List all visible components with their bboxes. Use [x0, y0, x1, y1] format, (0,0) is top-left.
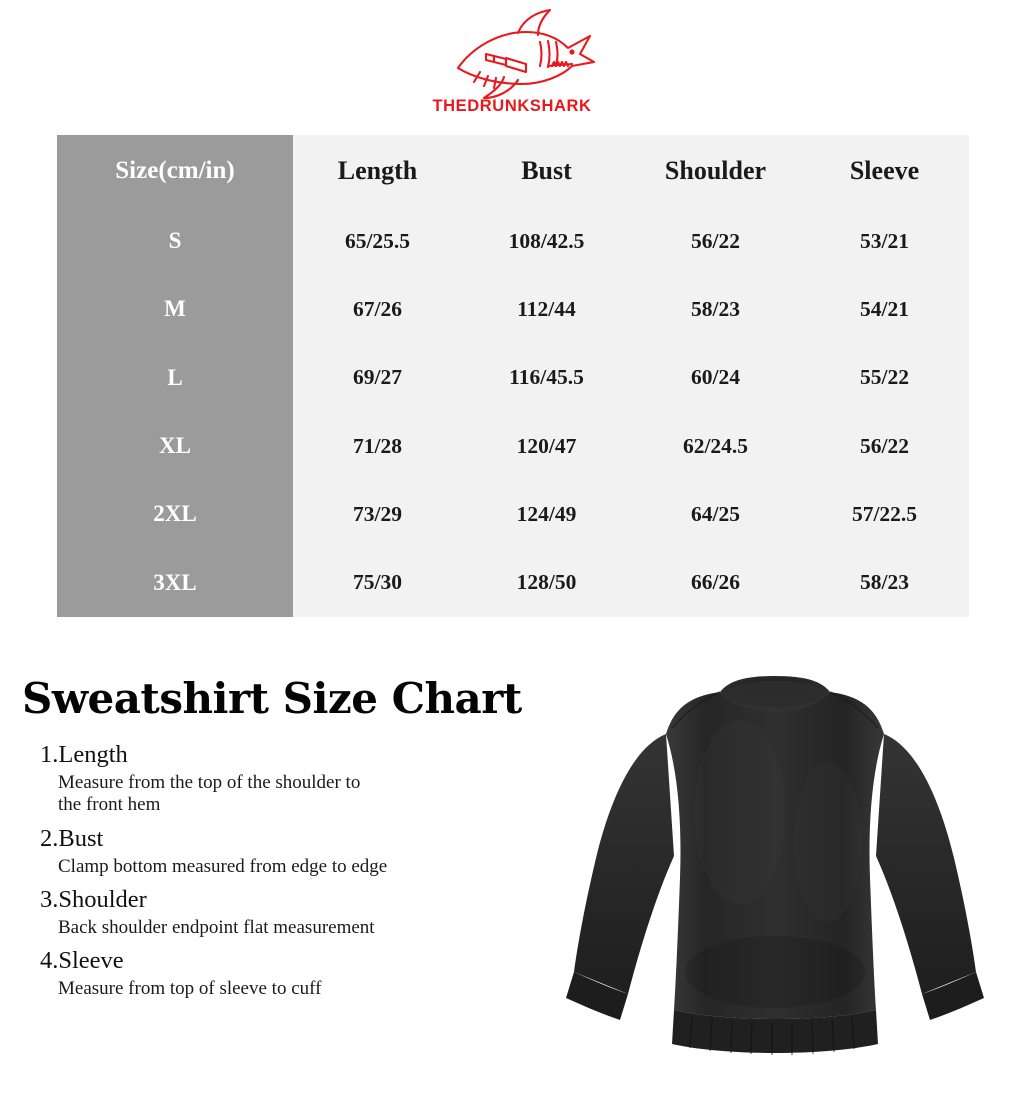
- measurement-label: 3.Shoulder: [40, 886, 147, 914]
- cell-bust: 116/45.5: [462, 344, 631, 412]
- table-row: [57, 344, 969, 412]
- cell-shoulder: 58/23: [631, 275, 800, 343]
- cell-shoulder: 62/24.5: [631, 412, 800, 480]
- measurement-label: 4.Sleeve: [40, 947, 124, 975]
- cell-bust: 120/47: [462, 412, 631, 480]
- column-header-length: Length: [337, 156, 418, 185]
- column-header-sleeve: Sleeve: [849, 156, 920, 185]
- cell-size: L: [57, 344, 293, 412]
- column-header-shoulder: Shoulder: [664, 156, 767, 185]
- table-row: [57, 549, 969, 617]
- cell-shoulder: 66/26: [631, 549, 800, 617]
- cell-sleeve: 58/23: [800, 549, 969, 617]
- table-header-row: [57, 135, 969, 207]
- cell-shoulder: 56/22: [631, 207, 800, 275]
- measurement-list: [40, 742, 560, 1010]
- cell-length: 69/27: [293, 344, 462, 412]
- list-item: [40, 826, 560, 878]
- list-item: [40, 742, 560, 817]
- cell-length: 65/25.5: [293, 207, 462, 275]
- brand-logo: [0, 4, 1024, 124]
- measurement-description: Measure from top of sleeve to cuff: [58, 978, 322, 1000]
- sweatshirt-illustration: [540, 642, 1010, 1082]
- cell-sleeve: 57/22.5: [800, 480, 969, 548]
- shark-logo-icon: [422, 6, 602, 106]
- size-chart-table: [57, 135, 969, 617]
- measurement-label: 2.Bust: [40, 824, 104, 852]
- cell-sleeve: 53/21: [800, 207, 969, 275]
- table-row: [57, 412, 969, 480]
- column-header-bust: Bust: [521, 156, 572, 185]
- cell-sleeve: 54/21: [800, 275, 969, 343]
- measurement-description: Clamp bottom measured from edge to edge: [58, 855, 388, 877]
- cell-bust: 124/49: [462, 480, 631, 548]
- cell-length: 73/29: [293, 480, 462, 548]
- cell-size: XL: [57, 412, 293, 480]
- list-item: [40, 948, 560, 1000]
- measurement-label: 1.Length: [40, 741, 128, 768]
- cell-length: 71/28: [293, 412, 462, 480]
- measurement-description: Back shoulder endpoint flat measurement: [58, 917, 375, 939]
- cell-length: 67/26: [293, 275, 462, 343]
- column-header-size: Size(cm/in): [57, 135, 293, 207]
- cell-length: 75/30: [293, 549, 462, 617]
- cell-size: S: [57, 207, 293, 275]
- cell-size: 2XL: [57, 480, 293, 548]
- cell-sleeve: 55/22: [800, 344, 969, 412]
- cell-bust: 128/50: [462, 549, 631, 617]
- cell-size: 3XL: [57, 549, 293, 617]
- cell-sleeve: 56/22: [800, 412, 969, 480]
- table-row: [57, 480, 969, 548]
- table-row: [57, 207, 969, 275]
- table-row: [57, 275, 969, 343]
- measurement-guide-section: [0, 640, 1024, 1103]
- cell-shoulder: 64/25: [631, 480, 800, 548]
- cell-bust: 112/44: [462, 275, 631, 343]
- list-item: [40, 887, 560, 939]
- page-title: Sweatshirt Size Chart: [22, 674, 522, 723]
- cell-shoulder: 60/24: [631, 344, 800, 412]
- brand-name: THEDRUNKSHARK: [432, 97, 592, 115]
- cell-bust: 108/42.5: [462, 207, 631, 275]
- measurement-description: Measure from the top of the shoulder to the front hem: [58, 771, 361, 816]
- cell-size: M: [57, 275, 293, 343]
